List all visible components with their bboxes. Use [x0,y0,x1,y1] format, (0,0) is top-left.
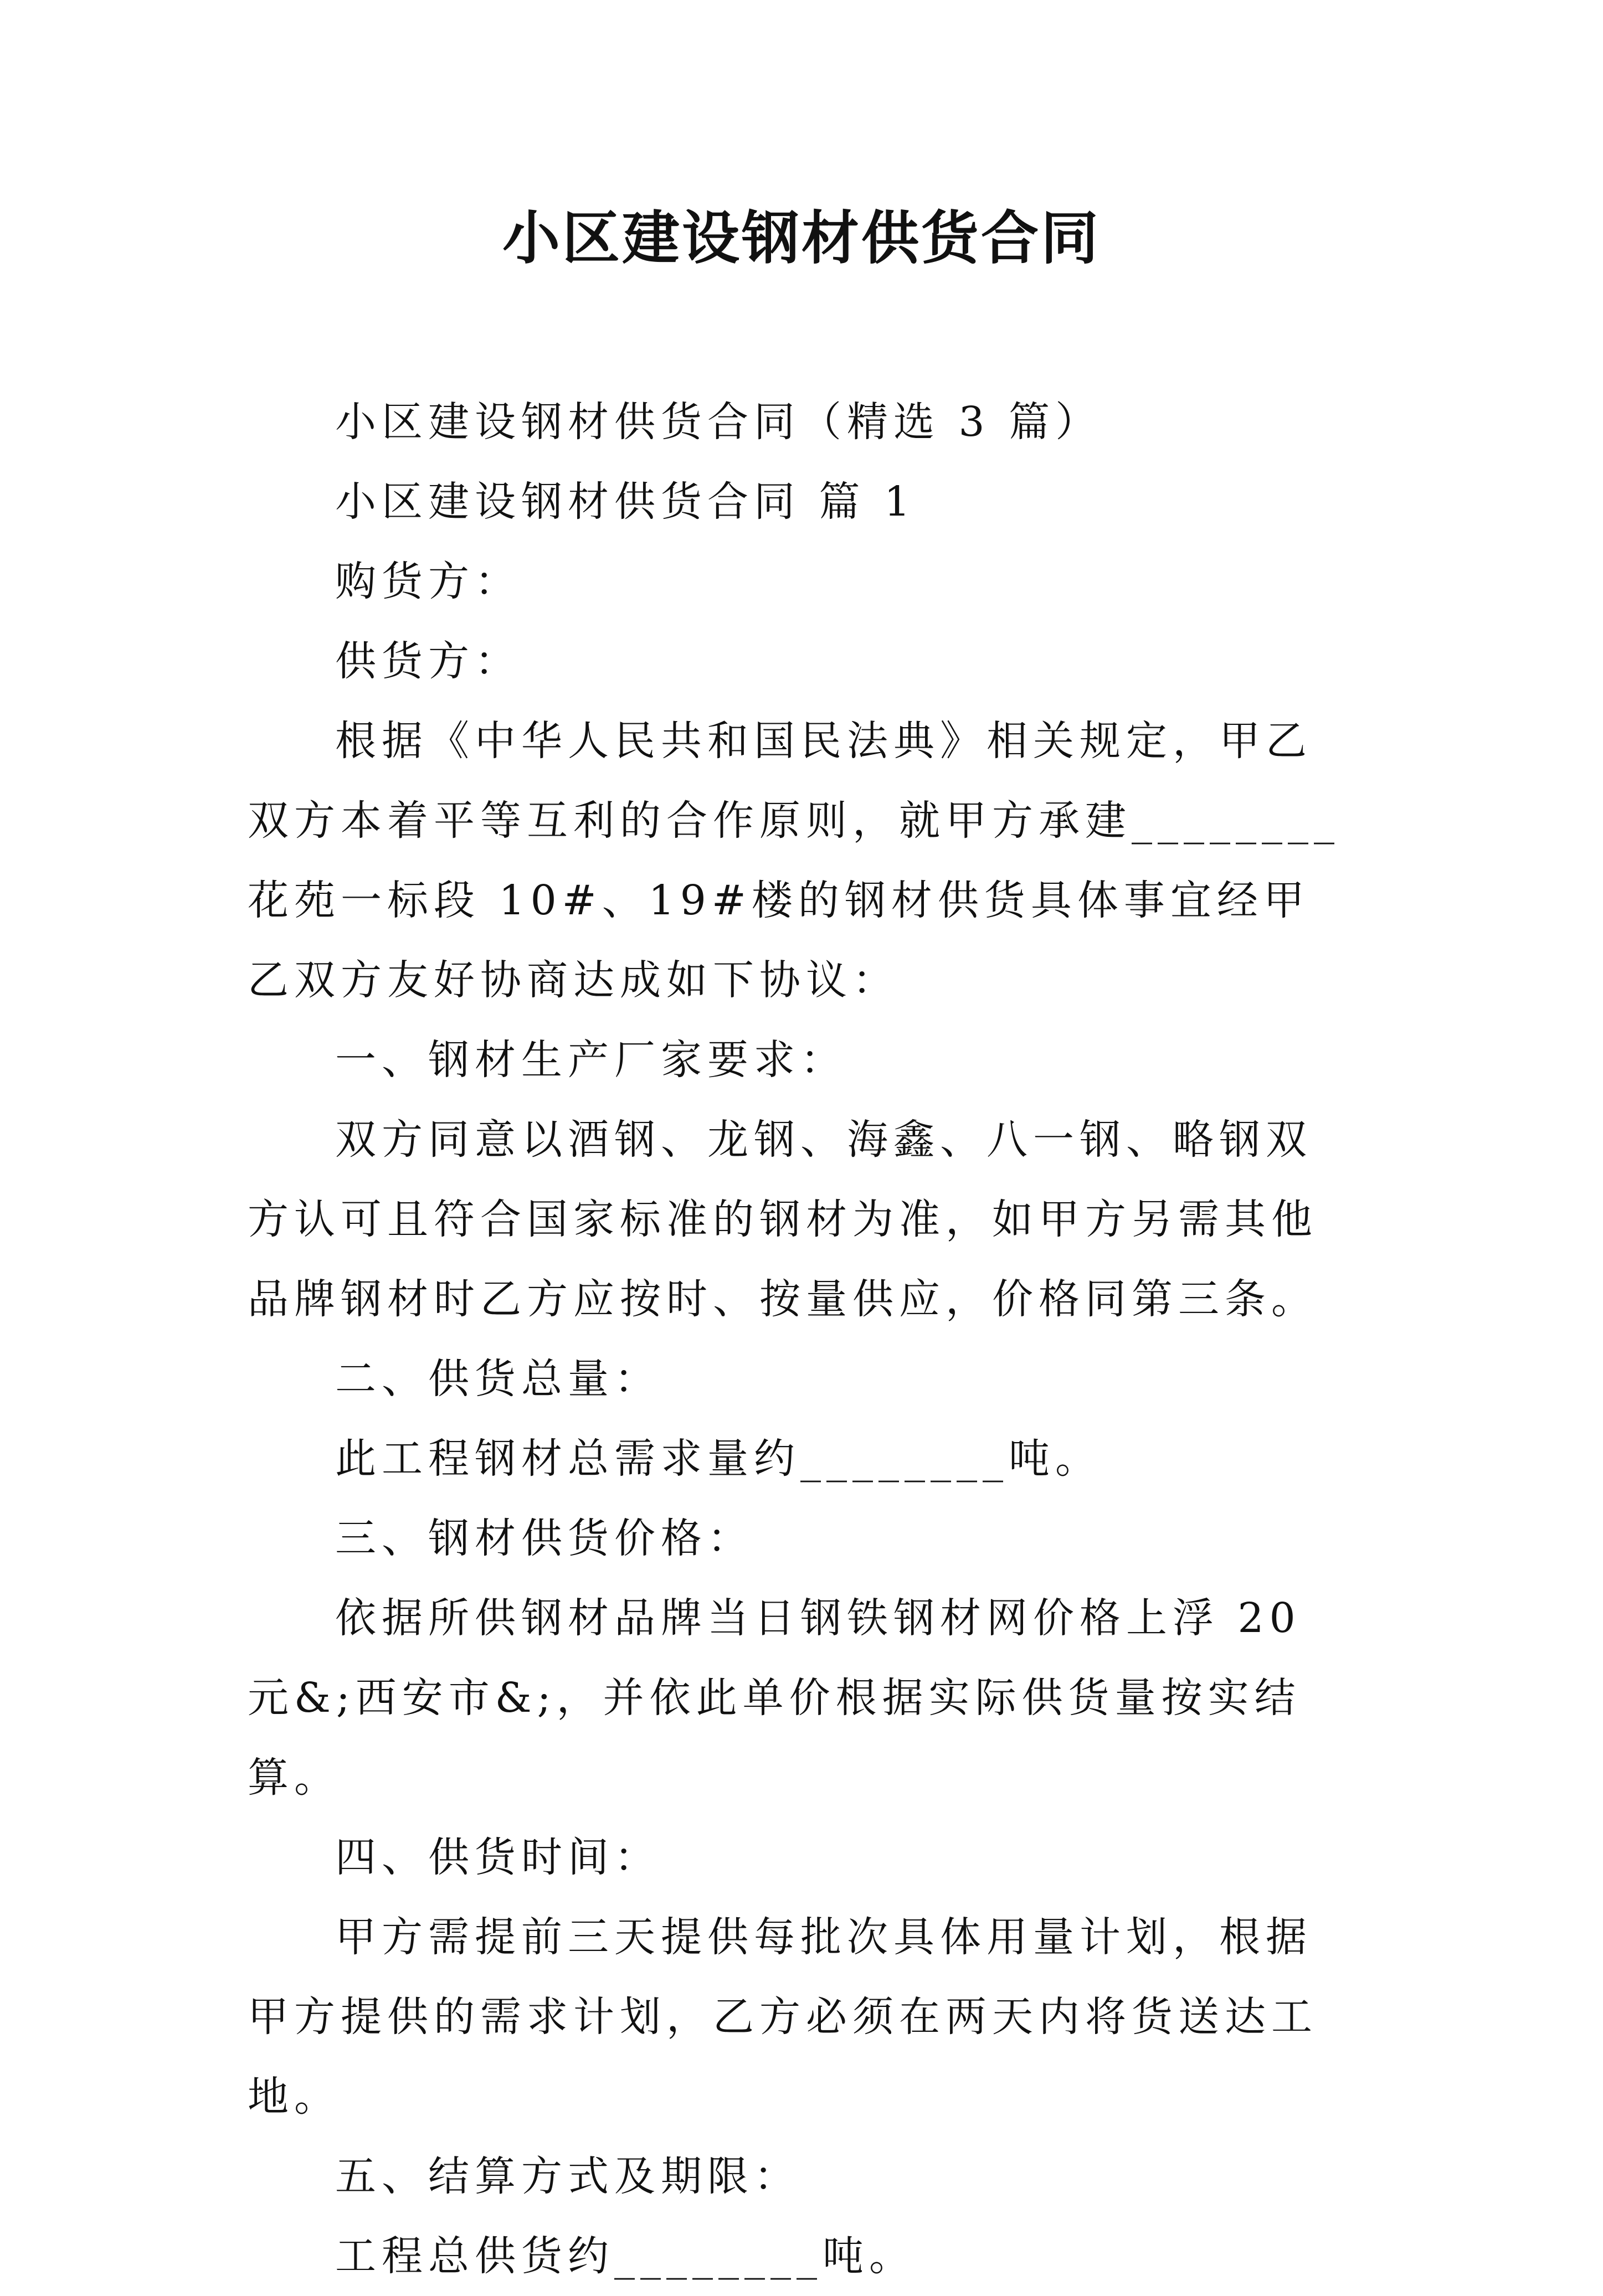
clause-heading-5: 五、结算方式及期限： [335,2153,800,2200]
clause-body-4: 甲方需提前三天提供每批次具体用量计划，根据甲方提供的需求计划，乙方必须在两天内将货送达工地。 [248,1913,1318,2120]
clause-heading-2: 二、供货总量： [335,1355,661,1403]
document-body [248,382,1355,2296]
clause-heading-3: 三、钢材供货价格： [335,1515,754,1562]
document-title: 小区建设钢材供货合同 [502,204,1101,272]
clause-heading-1: 一、钢材生产厂家要求： [335,1036,847,1084]
clause-body-5: 工程总供货约________吨。 [335,2232,916,2280]
paragraph-buyer: 购货方： [335,558,521,605]
paragraph-subtitle: 小区建设钢材供货合同（精选 3 篇） [335,398,1102,446]
paragraph-preamble: 根据《中华人民共和国民法典》相关规定，甲乙双方本着平等互利的合作原则，就甲方承建________花苑一标段 10#、19#楼的钢材供货具体事宜经甲乙双方友好协商达成如下协议： [248,717,1340,1004]
clause-body-1: 双方同意以酒钢、龙钢、海鑫、八一钢、略钢双方认可且符合国家标准的钢材为准，如甲方另需其他品牌钢材时乙方应按时、按量供应，价格同第三条。 [248,1116,1318,1323]
paragraph-supplier: 供货方： [335,637,521,685]
paragraph-section-heading: 小区建设钢材供货合同 篇 1 [335,478,916,526]
clause-heading-4: 四、供货时间： [335,1834,661,1881]
clause-body-3: 依据所供钢材品牌当日钢铁钢材网价格上浮 20 元&;西安市&;，并依此单价根据实际供货量按实结算。 [248,1594,1301,1801]
clause-body-2: 此工程钢材总需求量约________吨。 [335,1435,1102,1482]
